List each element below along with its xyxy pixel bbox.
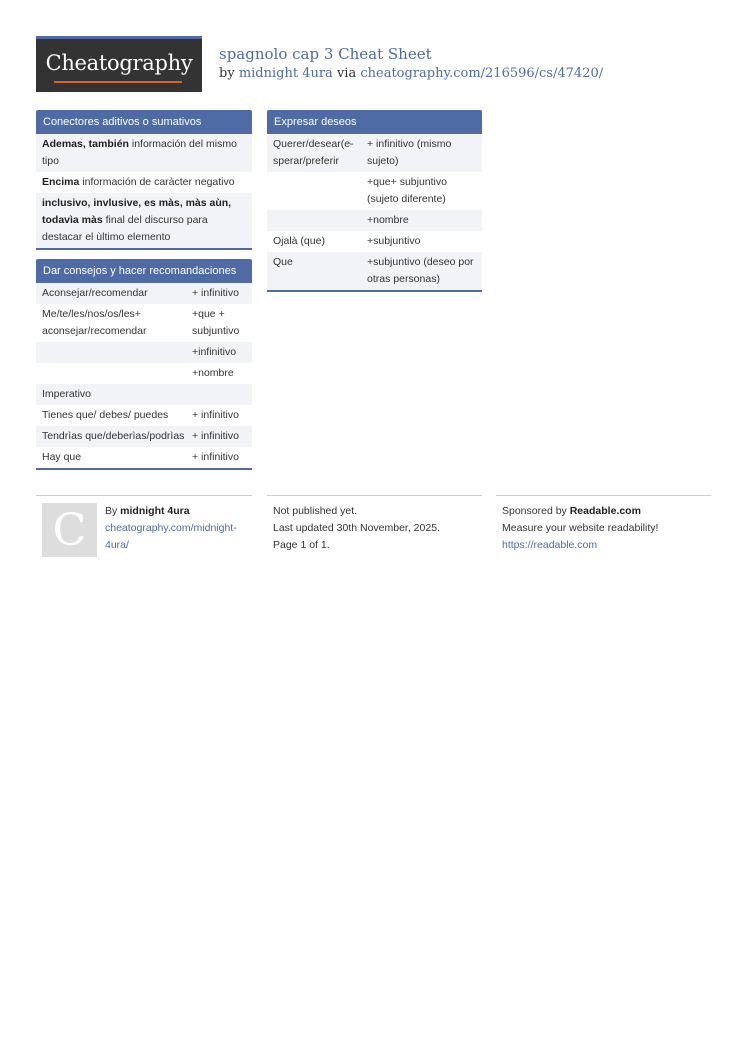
table-row (36, 447, 252, 468)
row-label: Que (273, 256, 293, 268)
row-label: Me/te/les/nos/os/les+ aconsejar/recomendar (42, 308, 147, 337)
table-row (36, 426, 252, 447)
row-label (273, 174, 367, 208)
row-label: Aconsejar/recomendar (42, 287, 148, 299)
row-label (273, 212, 367, 229)
cheatography-logo[interactable] (36, 36, 202, 92)
section-conectores (36, 110, 252, 250)
row-value: +infinitivo (192, 346, 237, 358)
row-label (42, 365, 192, 382)
publish-status: Not published yet. (273, 505, 358, 517)
row-value: + infinitivo (192, 451, 239, 463)
section-deseos (267, 110, 482, 292)
table-row (267, 231, 482, 252)
row-value: + infinitivo (mismo sujeto) (367, 138, 452, 167)
section-title: Expresar deseos (267, 110, 482, 134)
footer-divider (267, 495, 482, 496)
page-count: Page 1 of 1. (273, 539, 330, 551)
table-row (267, 134, 482, 172)
row-label: Ojalà (que) (273, 235, 325, 247)
table-row (36, 283, 252, 304)
logo-underline (54, 81, 182, 83)
sheet-url-link[interactable]: cheatography.com/216596/cs/47420/ (360, 66, 604, 81)
table-row (267, 172, 482, 210)
byline-via: via (332, 66, 361, 81)
logo-text: Cheatography (45, 51, 193, 75)
row-value: +subjuntivo (deseo por otras personas) (367, 256, 474, 285)
byline-prefix: by (219, 66, 239, 81)
footer-author-url[interactable]: cheatography.com/midnight- (105, 522, 237, 534)
list-item: Ademas, también información del mismo tipo (36, 134, 252, 172)
sponsor-line: Sponsored by Readable.com (502, 505, 641, 517)
table-row (36, 384, 252, 405)
row-label: Tendrìas que/deberìas/podrìas (42, 430, 185, 442)
footer-divider (36, 495, 252, 496)
row-value (192, 386, 246, 403)
footer-author-name: midnight 4ura (120, 505, 190, 517)
sponsor-link[interactable]: https://readable.com (502, 539, 598, 551)
row-label (42, 344, 192, 361)
row-value: + infinitivo (192, 409, 239, 421)
table-row (36, 363, 252, 384)
row-value: +que+ subjuntivo (sujeto diferente) (367, 176, 447, 205)
row-value: +que + subjuntivo (192, 308, 240, 337)
row-value: +nombre (367, 214, 409, 226)
list-item: inclusivo, invlusive, es màs, màs aùn, todavìa màs final del discurso para destacar el ùltimo elemento (36, 193, 252, 248)
row-label: Hay que (42, 451, 82, 463)
avatar-letter: C (52, 505, 87, 556)
footer-divider (496, 495, 711, 496)
row-value: + infinitivo (192, 287, 239, 299)
section-consejos (36, 259, 252, 470)
sponsor-name: Readable.com (569, 505, 641, 517)
table-row (267, 210, 482, 231)
table-row (36, 342, 252, 363)
row-value: + infinitivo (192, 430, 239, 442)
author-avatar[interactable] (42, 503, 97, 557)
sheet-title: spagnolo cap 3 Cheat Sheet (219, 45, 432, 63)
table-row (36, 304, 252, 342)
row-label: Querer/desear(esperar/preferir (273, 138, 354, 167)
author-link[interactable]: midnight 4ura (238, 66, 333, 81)
list-item: Encima información de caràcter negativo (42, 176, 235, 188)
sheet-byline (219, 66, 603, 81)
last-updated: Last updated 30th November, 2025. (273, 522, 440, 534)
row-label: Tienes que/ debes/ puedes (42, 409, 169, 421)
row-value: +nombre (192, 367, 234, 379)
table-row (267, 252, 482, 290)
row-label: Imperativo (42, 388, 92, 400)
footer-author-url-cont[interactable]: 4ura/ (105, 539, 129, 551)
section-title: Dar consejos y hacer recomandaciones (36, 259, 252, 283)
section-title: Conectores aditivos o sumativos (36, 110, 252, 134)
sponsor-tagline: Measure your website readability! (502, 522, 659, 534)
table-row (36, 405, 252, 426)
footer-author: By midnight 4ura (105, 505, 190, 517)
row-value: +subjuntivo (367, 235, 421, 247)
